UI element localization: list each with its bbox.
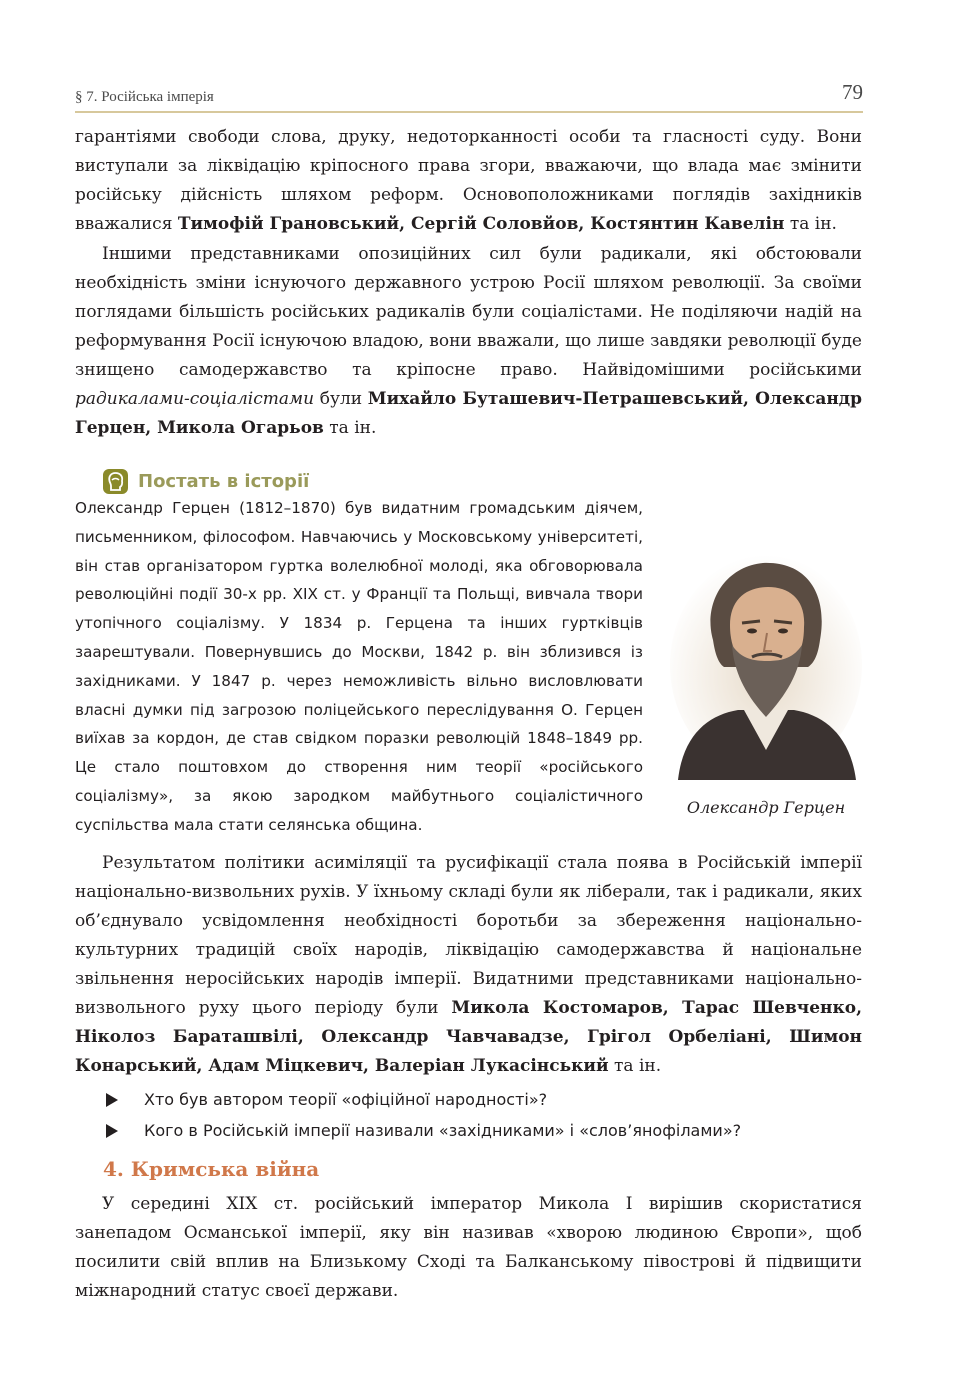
westernizer-names: Тимофій Грановський, Сергій Соловйов, Костянтин Кавелін [177, 214, 785, 234]
paragraph-national-movements [75, 849, 862, 1081]
paragraph-tail: та ін. [323, 418, 377, 438]
triangle-bullet-icon [106, 1124, 118, 1138]
question-text: Кого в Російській імперії називали «західниками» і «слов’янофілами»? [144, 1121, 742, 1140]
page-number: 79 [842, 80, 863, 104]
paragraph-text: гарантіями свободи слова, друку, недоторканності особи та гласності суду. Вони виступали за ліквідацію кріпосного права згори, вважаючи, що влада має змінити російську дійсність шляхом реформ. Основоположниками поглядів західників вважалися [75, 127, 862, 234]
portrait-caption: Олександр Герцен [686, 798, 846, 817]
review-questions [106, 1084, 741, 1146]
paragraph-westernizers [75, 123, 862, 239]
feature-title: Постать в історії [138, 470, 310, 492]
section-heading: 4. Кримська війна [103, 1157, 320, 1181]
paragraph-radicals [75, 240, 862, 443]
page-header [75, 80, 863, 110]
header-divider [75, 111, 863, 113]
paragraph-tail: та ін. [784, 214, 837, 234]
radical-socialists-term: радикалами-соціалістами [75, 389, 315, 409]
section-title: § 7. Російська імперія [75, 89, 214, 105]
question-text: Хто був автором теорії «офіційної народності»? [144, 1090, 548, 1109]
paragraph-text: Іншими представниками опозиційних сил були радикали, які обстоювали необхідність зміни існуючого державного устрою Росії шляхом революції. За своїми поглядами більшість російських радикалів були соціалістами. Не поділяючи надій на реформування Росії існуючою владою, вони вважали, що лише завдяки революції буде знищено самодержавство та кріпосне право. Найвідомішими російськими [75, 244, 862, 380]
feature-heading [103, 467, 309, 495]
question-item [106, 1115, 741, 1146]
paragraph-mid: були [314, 389, 368, 409]
herzen-biography: Олександр Герцен (1812–1870) був видатним громадським діячем, письменником, філософом. Навчаючись у Московському університеті, він став організатором гуртка волелюбної молоді, яка обговорювала революційні події 30-х рр. XIX ст. у Франції та Польщі, вивчала твори утопічного соціалізму. У 1834 р. Герцена та інших гуртківців заарештували. Повернувшись до Москви, 1842 р. він зблизився із західниками. У 1847 р. через неможливість вільно висловлювати власні думки під загрозою поліцейського переслідування О. Герцен виїхав за кордон, де став свідком поразки революцій 1848–1849 рр. Це стало поштовхом до створення ним теорії «російського соціалізму», за якою зародком майбутнього соціалістичного суспільства мала стати селянська община. [75, 499, 643, 834]
portrait-head-icon [103, 469, 128, 494]
herzen-portrait [668, 545, 864, 780]
national-movement-names: Микола Костомаров, Тарас Шевченко, Ніколоз Бараташвілі, Олександр Чавчавадзе, Грігол Орбеліані, Шимон Конарський, Адам Міцкевич, Валеріан Лукасінський [75, 998, 862, 1076]
question-item [106, 1084, 741, 1115]
paragraph-tail: та ін. [608, 1056, 662, 1076]
paragraph-crimean-war: У середині XIX ст. російський імператор Микола I вирішив скористатися занепадом Османської імперії, яку він називав «хворою людиною Європи», щоб посилити свій вплив на Близькому Сході та Балканському півострові й підвищити міжнародний статус своєї держави. [75, 1194, 862, 1301]
triangle-bullet-icon [106, 1093, 118, 1107]
radical-names: Михайло Буташевич-Петрашевський, Олександр Герцен, Микола Огарьов [75, 389, 862, 438]
paragraph-text: Результатом політики асиміляції та русифікації стала поява в Російській імперії національно-визвольних рухів. У їхньому складі були як ліберали, так і радикали, яких об’єднувало усвідомлення необхідності боротьби за збереження національно-культурних традицій своїх народів, ліквідацію самодержавства й національне звільнення неросійських народів імперії. Видатними представниками національно-визвольного руху цього періоду були [75, 853, 862, 1018]
